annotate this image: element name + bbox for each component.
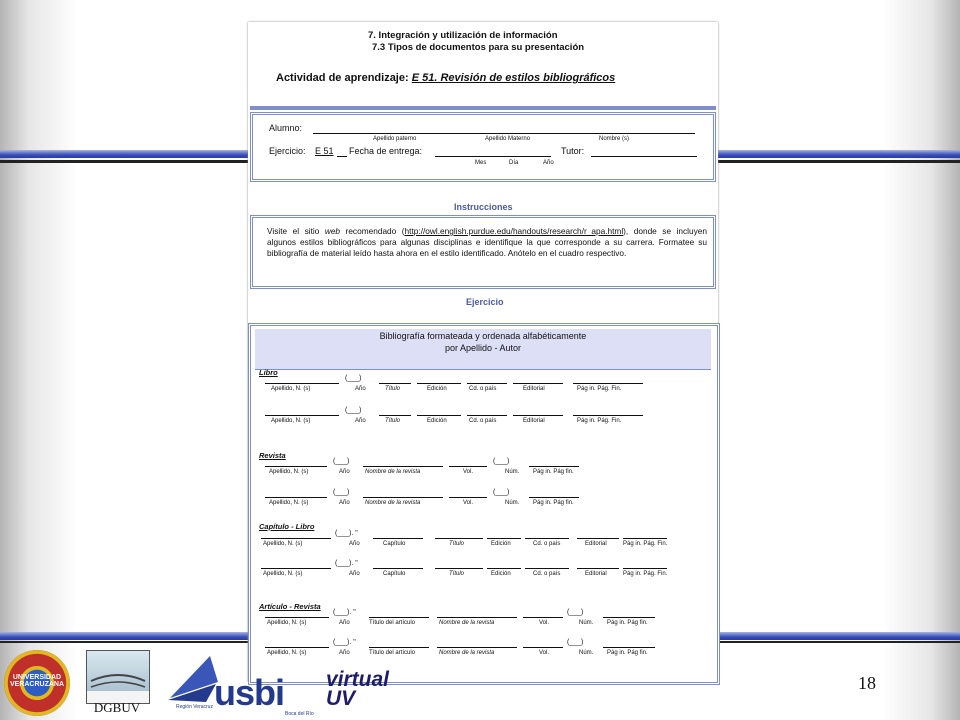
num-paren: (___)	[567, 639, 584, 646]
pag-caption: Pág in. Pág. Fin.	[577, 386, 622, 392]
field-line[interactable]	[577, 568, 619, 569]
num-paren: (___)	[493, 489, 510, 496]
pag-caption: Pág in. Pág. Fin.	[577, 418, 622, 424]
mes-caption: Mes	[475, 160, 487, 166]
field-line[interactable]	[265, 497, 327, 498]
num-paren: (___)	[567, 609, 584, 616]
field-line[interactable]	[623, 568, 667, 569]
edicion-caption: Edición	[491, 571, 511, 577]
capitulo-caption: Capítulo	[383, 571, 406, 577]
field-line[interactable]	[513, 415, 563, 416]
category-articulo: Artículo - Revista	[259, 602, 321, 611]
field-line[interactable]	[449, 466, 487, 467]
field-line[interactable]	[529, 466, 579, 467]
pais-caption: Cd. o país	[469, 418, 497, 424]
apellido-caption: Apellido, N. (s)	[263, 571, 303, 577]
ejercicio-label: Ejercicio:	[269, 146, 306, 156]
year-paren: (___)	[345, 407, 362, 414]
field-line[interactable]	[373, 568, 423, 569]
dgbuv-label: DGBUV	[93, 700, 141, 715]
apellido-materno-caption: Apellido Materno	[485, 136, 531, 142]
field-line[interactable]	[265, 647, 329, 648]
bibliography-table	[248, 323, 720, 685]
year-paren: (___). "	[335, 560, 358, 567]
capitulo-caption: Capítulo	[383, 541, 406, 547]
apellido-caption: Apellido, N. (s)	[267, 650, 307, 656]
field-line[interactable]	[577, 538, 619, 539]
tutor-line[interactable]	[591, 156, 697, 157]
activity-prefix: Actividad de aprendizaje:	[276, 72, 412, 84]
nombre-revista-caption: Nombre de la revista	[365, 500, 421, 506]
exercise-title: Ejercicio	[466, 297, 504, 307]
year-paren: (___). "	[335, 530, 358, 537]
apellido-caption: Apellido, N. (s)	[271, 418, 311, 424]
usbi-subtitle: Boca del Río	[285, 711, 314, 717]
table-header	[255, 329, 711, 370]
dia-caption: Día	[509, 160, 519, 166]
titulo-caption: Título	[449, 541, 465, 547]
edicion-caption: Edición	[427, 418, 447, 424]
editorial-caption: Editorial	[523, 418, 545, 424]
page-number: 18	[858, 673, 876, 693]
field-line[interactable]	[379, 415, 411, 416]
anio-caption: Año	[339, 469, 350, 475]
titulo-caption: Título	[385, 386, 401, 392]
instr-text-1: Visite el sitio	[267, 226, 325, 236]
alumno-label: Alumno:	[269, 123, 303, 133]
titulo-caption: Título	[449, 571, 465, 577]
field-line[interactable]	[437, 647, 517, 648]
vol-caption: Vol.	[463, 469, 474, 475]
titulo-articulo-caption: Título del artículo	[369, 650, 416, 656]
alumno-line[interactable]	[313, 133, 695, 134]
category-capitulo: Capítulo - Libro	[259, 522, 315, 531]
anio-caption: Año	[349, 541, 360, 547]
seal-text: UNIVERSIDAD VERACRUZANA	[9, 674, 65, 688]
purdue-owl-link[interactable]: http://owl.english.purdue.edu/handouts/research/r_apa.html	[404, 226, 624, 236]
pag-rev-caption: Pág in. Pág fin.	[533, 469, 574, 475]
nombre-revista-caption: Nombre de la revista	[439, 620, 495, 626]
field-line[interactable]	[573, 415, 643, 416]
activity-title	[276, 72, 615, 84]
usbi-logo-text: usbi	[214, 672, 285, 713]
field-line[interactable]	[363, 497, 443, 498]
pais-caption: Cd. o país	[469, 386, 497, 392]
editorial-caption: Editorial	[585, 541, 607, 547]
field-line[interactable]	[573, 383, 643, 384]
header-separator	[250, 106, 716, 110]
field-line[interactable]	[265, 383, 339, 384]
year-paren: (___)	[333, 489, 350, 496]
field-line[interactable]	[467, 415, 507, 416]
field-line[interactable]	[265, 617, 329, 618]
worksheet-page	[248, 22, 718, 682]
anio-caption: Año	[339, 500, 350, 506]
apellido-caption: Apellido, N. (s)	[269, 469, 309, 475]
section-heading: 7. Integración y utilización de información	[368, 30, 558, 41]
uv-word: UV	[326, 687, 356, 710]
field-line[interactable]	[369, 647, 429, 648]
field-line[interactable]	[261, 538, 331, 539]
num-caption: Núm.	[579, 620, 594, 626]
year-paren: (___)	[333, 458, 350, 465]
pag-rev-caption: Pág in. Pág fin.	[607, 650, 648, 656]
instr-text-3: ), donde se incluyen algunos estilos bibliográficos para algunas disciplinas e identifique la que corresponde a su carrera. Formatee su bibliografía de material leído hasta ahora en el estilo identificado. Anótelo en el cuadro respectivo.	[267, 226, 707, 258]
virtual-word: virtual	[326, 668, 390, 691]
dgbuv-logo-icon	[86, 650, 150, 704]
field-line[interactable]	[261, 568, 331, 569]
instr-web: web	[324, 226, 341, 236]
virtual-uv-logo	[326, 670, 389, 708]
field-line[interactable]	[467, 383, 507, 384]
field-line[interactable]	[417, 415, 461, 416]
pag-rev-caption: Pág in. Pág fin.	[607, 620, 648, 626]
field-line[interactable]	[437, 617, 517, 618]
pais-caption: Cd. o país	[533, 571, 561, 577]
anio-caption: Año	[339, 620, 350, 626]
field-line[interactable]	[369, 617, 429, 618]
editorial-caption: Editorial	[523, 386, 545, 392]
apellido-caption: Apellido, N. (s)	[271, 386, 311, 392]
num-caption: Núm.	[579, 650, 594, 656]
student-info-box	[250, 112, 716, 182]
field-line[interactable]	[487, 538, 521, 539]
edicion-caption: Edición	[491, 541, 511, 547]
pag-caption: Pág in. Pág. Fin.	[623, 541, 668, 547]
num-paren: (___)	[493, 458, 510, 465]
num-caption: Núm.	[505, 469, 520, 475]
fecha-line[interactable]	[435, 156, 551, 157]
field-line[interactable]	[523, 617, 563, 618]
anio-caption: Año	[355, 418, 366, 424]
pais-caption: Cd. o país	[533, 541, 561, 547]
field-line[interactable]	[265, 466, 327, 467]
nombre-revista-caption: Nombre de la revista	[365, 469, 421, 475]
year-paren: (___). "	[333, 639, 356, 646]
field-line[interactable]	[603, 647, 655, 648]
tutor-label: Tutor:	[561, 146, 585, 156]
year-paren: (___). "	[333, 609, 356, 616]
edicion-caption: Edición	[427, 386, 447, 392]
category-revista: Revista	[259, 451, 286, 460]
titulo-articulo-caption: Título del artículo	[369, 620, 416, 626]
table-title-line2: por Apellido - Autor	[444, 343, 522, 353]
apellido-paterno-caption: Apellido paterno	[373, 136, 417, 142]
table-title-line1: Bibliografía formateada y ordenada alfabéticamente	[379, 331, 587, 341]
field-line[interactable]	[363, 466, 443, 467]
ejercicio-value: E 51	[315, 146, 334, 156]
vol-caption: Vol.	[539, 650, 550, 656]
field-line[interactable]	[265, 415, 339, 416]
year-paren: (___)	[345, 375, 362, 382]
pag-caption: Pág in. Pág. Fin.	[623, 571, 668, 577]
editorial-caption: Editorial	[585, 571, 607, 577]
field-line[interactable]	[623, 538, 667, 539]
nombre-caption: Nombre (s)	[599, 136, 630, 142]
field-line[interactable]	[525, 568, 569, 569]
activity-name: E 51. Revisión de estilos bibliográficos	[411, 72, 616, 84]
field-line[interactable]	[435, 538, 483, 539]
anio-caption: Año	[339, 650, 350, 656]
university-seal-icon	[4, 650, 70, 716]
num-caption: Núm.	[505, 500, 520, 506]
instructions-text	[267, 226, 707, 259]
ejercicio-line	[337, 156, 347, 157]
apellido-caption: Apellido, N. (s)	[269, 500, 309, 506]
instructions-title: Instrucciones	[454, 202, 513, 212]
instr-text-2: recomendado (	[340, 226, 405, 236]
field-line[interactable]	[529, 497, 579, 498]
pag-rev-caption: Pág in. Pág fin.	[533, 500, 574, 506]
anio-caption: Año	[355, 386, 366, 392]
field-line[interactable]	[523, 647, 563, 648]
instructions-box	[250, 215, 716, 289]
field-line[interactable]	[417, 383, 461, 384]
field-line[interactable]	[603, 617, 655, 618]
fecha-label: Fecha de entrega:	[349, 146, 423, 156]
field-line[interactable]	[513, 383, 563, 384]
vol-caption: Vol.	[463, 500, 474, 506]
field-line[interactable]	[373, 538, 423, 539]
titulo-caption: Título	[385, 418, 401, 424]
category-libro: Libro	[259, 368, 278, 377]
field-line[interactable]	[487, 568, 521, 569]
anio-caption: Año	[543, 160, 554, 166]
field-line[interactable]	[525, 538, 569, 539]
apellido-caption: Apellido, N. (s)	[263, 541, 303, 547]
field-line[interactable]	[435, 568, 483, 569]
vol-caption: Vol.	[539, 620, 550, 626]
field-line[interactable]	[449, 497, 487, 498]
nombre-revista-caption: Nombre de la revista	[439, 650, 495, 656]
usbi-region: Región Veracruz	[176, 704, 213, 710]
subsection-heading: 7.3 Tipos de documentos para su presentación	[372, 42, 585, 53]
apellido-caption: Apellido, N. (s)	[267, 620, 307, 626]
field-line[interactable]	[379, 383, 411, 384]
anio-caption: Año	[349, 571, 360, 577]
